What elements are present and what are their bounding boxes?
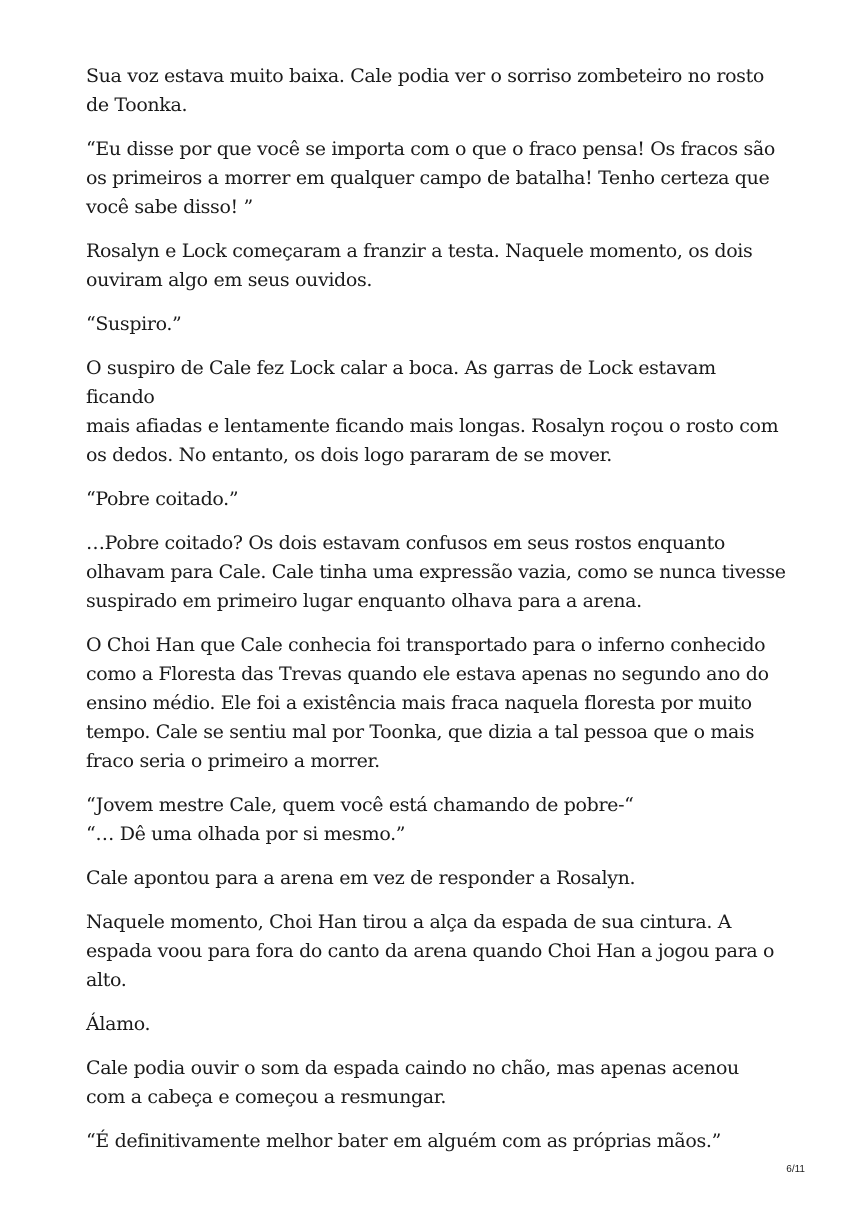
text-line: Naquele momento, Choi Han tirou a alça da espada de sua cintura. A — [86, 911, 732, 933]
paragraph — [86, 631, 786, 776]
text-line: Álamo. — [86, 1013, 151, 1035]
paragraph — [86, 485, 786, 514]
paragraph — [86, 1010, 786, 1039]
text-line: fraco seria o primeiro a morrer. — [86, 750, 380, 772]
paragraph — [86, 1054, 786, 1112]
text-line: mais afiadas e lentamente ficando mais longas. Rosalyn roçou o rosto com — [86, 415, 779, 437]
page-number: 6/11 — [786, 1164, 805, 1175]
text-line: “Eu disse por que você se importa com o que o fraco pensa! Os fracos são — [86, 138, 775, 160]
text-line: tempo. Cale se sentiu mal por Toonka, que dizia a tal pessoa que o mais — [86, 721, 755, 743]
paragraph — [86, 310, 786, 339]
text-line: você sabe disso! ” — [86, 196, 253, 218]
text-line: “Suspiro.” — [86, 313, 182, 335]
text-line: alto. — [86, 969, 127, 991]
paragraph — [86, 864, 786, 893]
text-line: Rosalyn e Lock começaram a franzir a testa. Naquele momento, os dois — [86, 240, 753, 262]
text-line: os dedos. No entanto, os dois logo pararam de se mover. — [86, 444, 612, 466]
text-line: os primeiros a morrer em qualquer campo de batalha! Tenho certeza que — [86, 167, 770, 189]
text-line: “Jovem mestre Cale, quem você está chamando de pobre-“ — [86, 794, 634, 816]
paragraph — [86, 237, 786, 295]
paragraph — [86, 62, 786, 120]
text-line: …Pobre coitado? Os dois estavam confusos em seus rostos enquanto — [86, 532, 725, 554]
text-line: O suspiro de Cale fez Lock calar a boca. As garras de Lock estavam ficando — [86, 357, 716, 408]
paragraph — [86, 791, 786, 849]
document-body — [86, 62, 786, 1171]
paragraph — [86, 354, 786, 470]
text-line: suspirado em primeiro lugar enquanto olhava para a arena. — [86, 590, 642, 612]
text-line: com a cabeça e começou a resmungar. — [86, 1086, 447, 1108]
text-line: Sua voz estava muito baixa. Cale podia ver o sorriso zombeteiro no rosto — [86, 65, 764, 87]
text-line: “Pobre coitado.” — [86, 488, 239, 510]
text-line: Cale podia ouvir o som da espada caindo no chão, mas apenas acenou — [86, 1057, 739, 1079]
paragraph — [86, 1127, 786, 1156]
text-line: ensino médio. Ele foi a existência mais fraca naquela floresta por muito — [86, 692, 752, 714]
text-line: espada voou para fora do canto da arena quando Choi Han a jogou para o — [86, 940, 775, 962]
text-line: “… Dê uma olhada por si mesmo.” — [86, 823, 406, 845]
text-line: olhavam para Cale. Cale tinha uma expressão vazia, como se nunca tivesse — [86, 561, 786, 583]
text-line: “É definitivamente melhor bater em alguém com as próprias mãos.” — [86, 1130, 721, 1152]
text-line: como a Floresta das Trevas quando ele estava apenas no segundo ano do — [86, 663, 769, 685]
paragraph — [86, 908, 786, 995]
text-line: O Choi Han que Cale conhecia foi transportado para o inferno conhecido — [86, 634, 766, 656]
paragraph — [86, 135, 786, 222]
paragraph — [86, 529, 786, 616]
text-line: de Toonka. — [86, 94, 188, 116]
text-line: Cale apontou para a arena em vez de responder a Rosalyn. — [86, 867, 636, 889]
text-line: ouviram algo em seus ouvidos. — [86, 269, 373, 291]
